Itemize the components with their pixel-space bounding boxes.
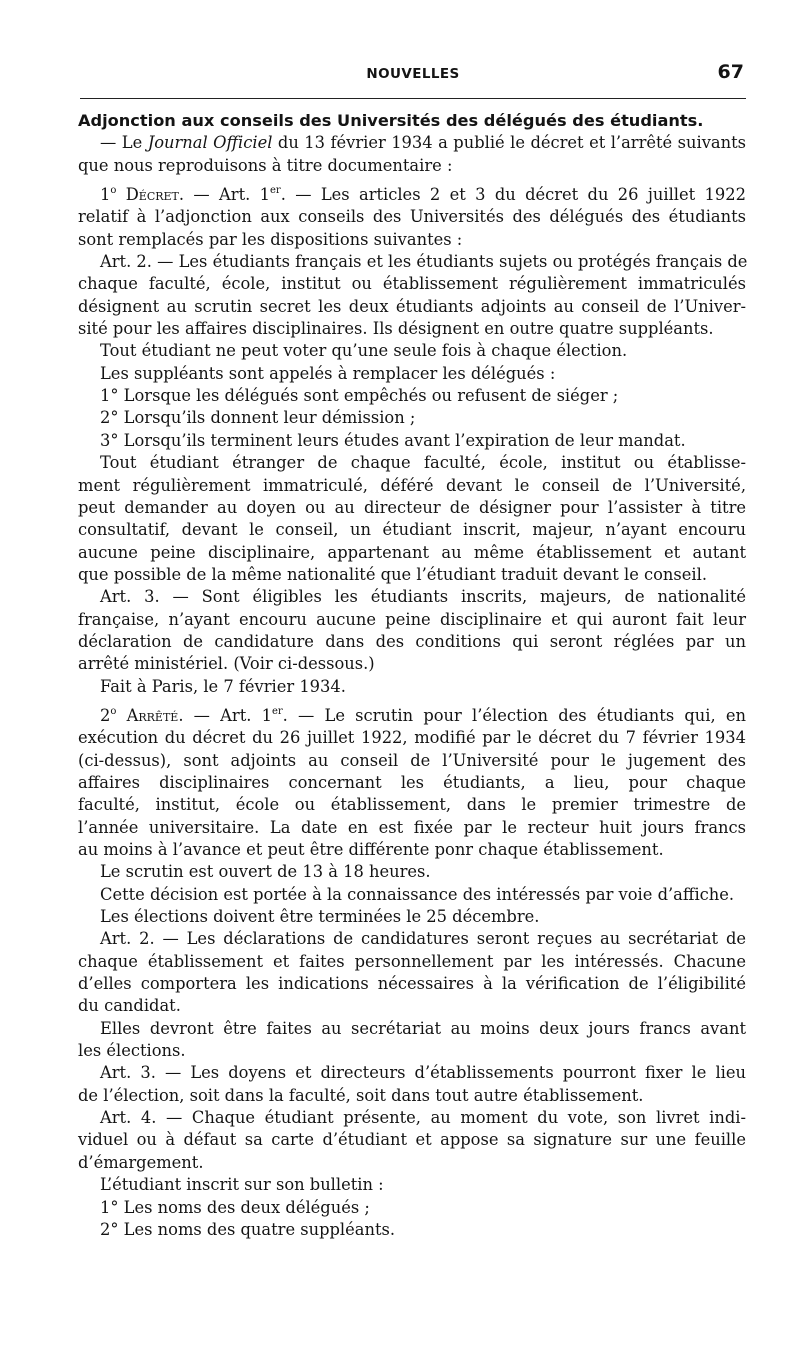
decret-text-line: déclaration de candidature dans des conditions qui seront réglées par un xyxy=(78,631,746,651)
header-rule xyxy=(80,98,746,99)
intro-line: — Le Journal Officiel du 13 février 1934 a publié le décret et l’arrêté suivants xyxy=(100,133,746,153)
decret-text-line: désignent au scrutin secret les deux étudiants adjoints au conseil de l’Univer- xyxy=(78,296,746,316)
decret-text-line: française, n’ayant encouru aucune peine disciplinaire et qui auront fait leur xyxy=(78,609,746,629)
arrete-text-line: Cette décision est portée à la connaissance des intéressés par voie d’affiche. xyxy=(100,884,735,904)
decret-text-line: 3° Lorsqu’ils terminent leurs études avant l’expiration de leur mandat. xyxy=(100,430,686,450)
decret-text-line: ment régulièrement immatriculé, déféré devant le conseil de l’Université, xyxy=(78,475,746,495)
decret-text-line: que possible de la même nationalité que l’étudiant traduit devant le conseil. xyxy=(78,564,707,584)
arrete-text-line: l’année universitaire. La date en est fixée par le recteur huit jours francs xyxy=(78,817,746,837)
decret-text-line: relatif à l’adjonction aux conseils des Universités des délégués des étudiants xyxy=(78,207,746,227)
arrete-text-line: (ci-dessus), sont adjoints au conseil de l’Université pour le jugement des xyxy=(78,750,746,770)
decret-text-line: consultatif, devant le conseil, un étudiant inscrit, majeur, n’ayant encouru xyxy=(78,520,746,540)
decret-label: Décret xyxy=(125,185,179,205)
decret-text-line: Tout étudiant étranger de chaque faculté, école, institut ou établisse- xyxy=(100,453,746,473)
arrete-text-line: faculté, institut, école ou établissement, dans le premier trimestre de xyxy=(78,795,746,815)
page-header xyxy=(80,60,746,88)
decret-text-line: peut demander au doyen ou au directeur de désigner pour l’assister à titre xyxy=(78,497,746,517)
arrete-text-line: d’elles comportera les indications nécessaires à la vérification de l’éligibilité xyxy=(78,974,746,994)
decret-text-line: 2° Lorsqu’ils donnent leur démission ; xyxy=(100,408,416,428)
decret-text-line: Les suppléants sont appelés à remplacer les délégués : xyxy=(100,363,556,383)
arrete-text-line: les élections. xyxy=(78,1041,186,1061)
arrete-text-line: Le scrutin est ouvert de 13 à 18 heures. xyxy=(100,862,431,882)
decret-text-line: sont remplacés par les dispositions suivantes : xyxy=(78,229,463,249)
arrete-heading-line: 2$^o$ Arrêté. — Art. 1er. — Le scrutin pour l’élection des étudiants qui, en xyxy=(100,705,746,725)
arrete-label: Arrêté xyxy=(126,705,179,725)
arrete-text-line: Les élections doivent être terminées le 25 décembre. xyxy=(100,907,540,927)
arrete-text-line: d’émargement. xyxy=(78,1152,204,1172)
arrete-text-line: Elles devront être faites au secrétariat au moins deux jours francs avant xyxy=(100,1018,746,1038)
arrete-text-line: affaires disciplinaires concernant les étudiants, a lieu, pour chaque xyxy=(78,772,746,792)
arrete-text-line: Art. 4. — Chaque étudiant présente, au moment du vote, son livret indi- xyxy=(100,1108,746,1128)
decret-text-line: Tout étudiant ne peut voter qu’une seule fois à chaque élection. xyxy=(100,341,628,361)
decret-text-line: sité pour les affaires disciplinaires. Ils désignent en outre quatre suppléants. xyxy=(78,319,714,339)
arrete-text-line: de l’élection, soit dans la faculté, soit dans tout autre établissement. xyxy=(78,1085,644,1105)
arrete-text-line: L’étudiant inscrit sur son bulletin : xyxy=(100,1175,384,1195)
decret-heading-line: 1$^o$ Décret. — Art. 1er. — Les articles 2 et 3 du décret du 26 juillet 1922 xyxy=(100,184,746,205)
arrete-text-line: Art. 3. — Les doyens et directeurs d’établissements pourront fixer le lieu xyxy=(100,1063,746,1083)
arrete-text-line: exécution du décret du 26 juillet 1922, modifié par le décret du 7 février 1934 xyxy=(78,728,746,748)
decret-text-line: aucune peine disciplinaire, appartenant au même établissement et autant xyxy=(78,542,746,562)
decret-text-line: Art. 2. — Les étudiants français et les étudiants sujets ou protégés français de xyxy=(100,252,748,272)
decret-text-line: Art. 3. — Sont éligibles les étudiants inscrits, majeurs, de nationalité xyxy=(100,587,746,607)
running-title: NOUVELLES xyxy=(366,66,460,82)
decret-text-line: chaque faculté, école, institut ou établissement régulièrement immatriculés xyxy=(78,274,746,294)
page-number: 67 xyxy=(717,61,744,83)
decret-text-line: Fait à Paris, le 7 février 1934. xyxy=(100,676,346,696)
arrete-text-line: 2° Les noms des quatre suppléants. xyxy=(100,1219,396,1239)
arrete-text-line: Art. 2. — Les déclarations de candidatures seront reçues au secrétariat de xyxy=(100,929,746,949)
intro-line: que nous reproduisons à titre documentaire : xyxy=(78,155,453,175)
arrete-text-line: chaque établissement et faites personnellement par les intéressés. Chacune xyxy=(78,951,746,971)
arrete-text-line: 1° Les noms des deux délégués ; xyxy=(100,1197,370,1217)
article-title: Adjonction aux conseils des Universités des délégués des étudiants. xyxy=(78,111,704,130)
arrete-text-line: au moins à l’avance et peut être différente ponr chaque établissement. xyxy=(78,840,664,859)
arrete-text-line: du candidat. xyxy=(78,996,181,1016)
decret-text-line: arrêté ministériel. (Voir ci-dessous.) xyxy=(78,654,375,674)
arrete-text-line: viduel ou à défaut sa carte d’étudiant et appose sa signature sur une feuille xyxy=(78,1130,746,1150)
decret-text-line: 1° Lorsque les délégués sont empêchés ou refusent de siéger ; xyxy=(100,386,619,406)
article-body xyxy=(78,110,746,1241)
